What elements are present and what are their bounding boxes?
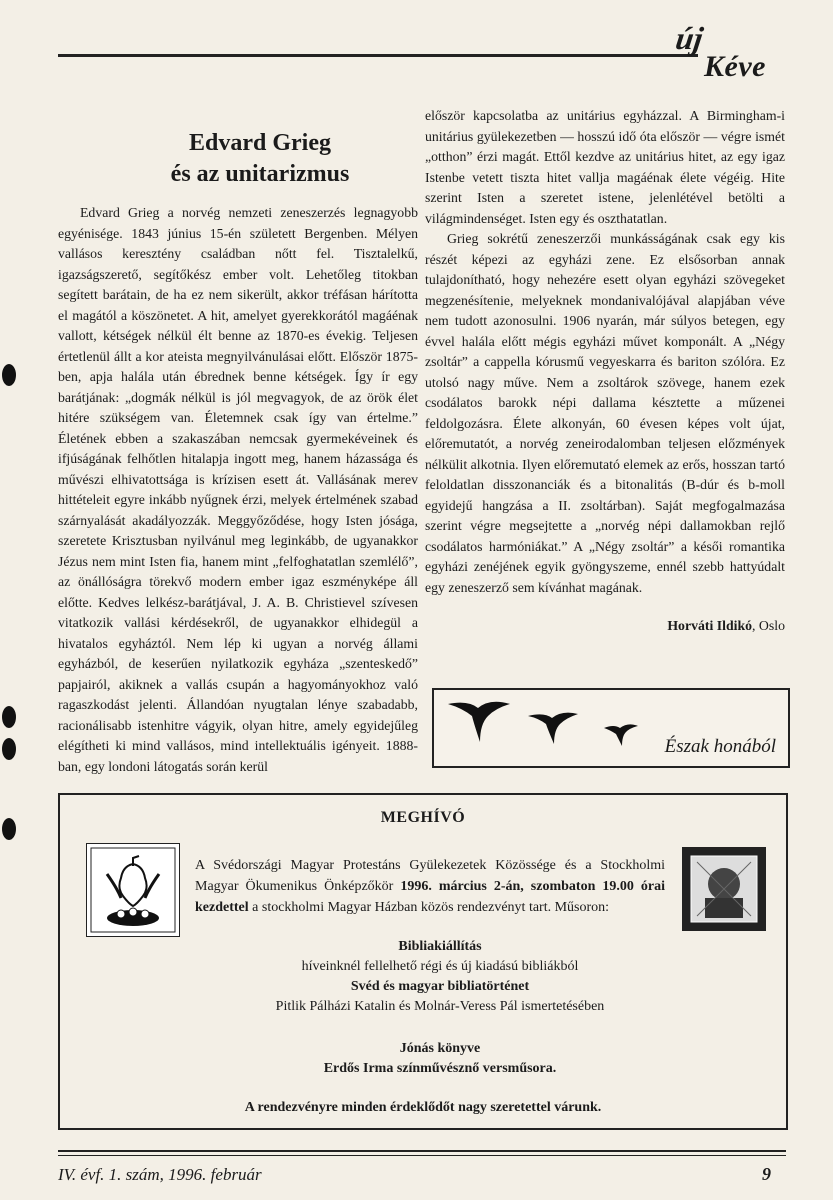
eszak-honabol-box	[432, 688, 790, 768]
invitation-title: MEGHÍVÓ	[380, 809, 466, 826]
masthead-uj: új	[673, 20, 706, 56]
issue-info: IV. évf. 1. szám, 1996. február	[58, 1165, 262, 1184]
program-item-desc: Pitlik Pálházi Katalin és Molnár-Veress Pál ismertetésében	[275, 999, 605, 1014]
program-item	[160, 1039, 720, 1079]
binder-hole	[2, 364, 16, 386]
author-signature	[425, 616, 785, 637]
program-item-desc: híveinknél fellelhető régi és új kiadású bibliákból	[301, 959, 579, 974]
invitation-text-a: A Svédországi Magyar Protestáns Gyülekezetek Közössége és a Stockholmi Magyar Ökumenikus Önképzőkör	[195, 858, 665, 894]
invitation-closing: A rendezvényre minden érdeklődőt nagy szeretettel várunk.	[244, 1100, 602, 1115]
article-column-right	[425, 106, 785, 637]
footer-rule-thin	[58, 1155, 786, 1156]
title-line-1: Edvard Grieg	[189, 130, 331, 156]
invitation-box	[58, 793, 788, 1130]
binder-hole	[2, 738, 16, 760]
binder-hole	[2, 706, 16, 728]
invitation-date: 1996. március 2-án, szombaton 19.00 órai kezdettel	[195, 879, 665, 915]
invitation-text	[195, 855, 665, 918]
binder-hole	[2, 818, 16, 840]
portrait-icon	[683, 848, 765, 930]
article-column-left	[58, 203, 418, 777]
program-item-title: Jónás könyve	[399, 1041, 481, 1056]
paragraph: Grieg sokrétű zeneszerzői munkásságának csak egy kis részét képezi az egyházi zene. Ez elsősorban annak tulajdonítható, hogy nehezére esett olyan egyházi szövegeket megzenésítenie, melyeknek mondanivalójával alapjában véve nem tudott azonosulni. 1906 nyarán, már súlyos betegen, egy évvel halála előtt mégis egyházi művet komponált. A „Négy zsoltár” a cappella kórusmű vegyeskarra és bariton szólóra. Ez utolsó nagy műve. Nem a zsoltárok szövege, hanem ezek csodálatos barokk népi dallama késztette a műzenei feldolgozásra. Élete alkonyán, 60 évesen képes volt újat, előremutatót, a norvég zeneirodalomban teljesen előzmények nélkülit alkotnia. Ilyen előremutató elemek az erős, hosszan tartó feloldatlan disszonanciák és a bitonalitás (B-dúr és b-moll egyidejű hangzása a II. zsoltárban). Saját megfogalmazása szerint végre megsejtette a „norvég népi dallamokban rejlő csodálatos harmóniákat.” A „Négy zsoltár” a késői romantika egyházi zenéjének egyik gyöngyszeme, ennél szebb hattyúdalt egy zeneszerző sem kívánhat magának.	[425, 231, 785, 595]
author-place: , Oslo	[752, 618, 785, 633]
flying-birds-icon	[444, 694, 674, 754]
program-item-title: Bibliakiállítás	[398, 939, 482, 954]
page-number: 9	[762, 1164, 771, 1184]
paragraph: először kapcsolatba az unitárius egyházzal. A Birmingham-i unitárius gyülekezetben — hosszú idő óta először — végre ismét „otthon” érzi magát. Ettől kezdve az unitárius hitet, az egy igaz Istenbe vetett tiszta hitet vallja magáénak élete végéig. Hite szerint Isten a szeretet istene, jelenlétével betölti a világmindenséget. Isten egy és oszthatatlan.	[425, 108, 785, 226]
paragraph: Edvard Grieg a norvég nemzeti zeneszerzés legnagyobb egyénisége. 1843 június 15-én született Bergenben. Mélyen vallásos keresztény családban nőtt fel. Tisztalelkű, igazságszerető, segítőkész ember volt. Lehetőleg titokban segített barátain, de ha ez nem sikerült, akkor tréfásan hárította el magától a köszönetet. A hit, amelyet gyerekkorától magáénak vallott, kétségek nélkül élt benne az 1870-es évekig. Teljesen értetlenül állt a kor ateista megnyilvánulásai előtt. Először 1875-ben, apja halála után ébrednek benne kétségek. Így ír egy barátjának: „dogmák nélkül is jól megvagyok, de az örök élet hitére szükségem van. Életemnek csak így van értelme.” Életének ebben a szakaszában nemcsak gyermekéveinek és ifjúságának felhőtlen hitalapja ingott meg, hanem házassága és művészi elhivatottsága is krízisen esett át. Vallásának merev hittételeit egyre inkább nyűgnek érzi, melyek értelmének szabad szárnyalását akadályozzák. Meggyőződése, hogy Isten jósága, szeretete Krisztusban nyilvánul meg leginkább, de ugyanakkor Jézus nem mint Isten fia, hanem mint „felfoghatatlan szemlélő”, az önállóságra törekvő modern ember igaz eszményképe áll előtte. Kedves lelkész-barátjával, J. A. B. Christievel szívesen vitatkozik vallási kérdésekről, de ugyanakkor elhidegül a hivatalos egyháztól. Nem lép ki ugyan a norvég állami egyházból, de keserűen nyilatkozik egyháza „szenteskedő” papjairól, akiknek a vallás csupán a hagyományokhoz való ragaszkodást jelenti. Állandóan nyugtalan lénye szabadabb, racionálisabb istenhitre vágyik, olyan hitre, amely egyidejűleg elégítheti ki mind vallásos, mind intellektuális igényeit. 1888-ban, egy londoni látogatás során kerül	[58, 205, 418, 774]
masthead-keve: Kéve	[704, 50, 766, 83]
title-line-2: és az unitarizmus	[170, 161, 350, 187]
eszak-honabol-label: Észak honából	[664, 736, 776, 757]
woodcut-portrait-image	[682, 847, 766, 931]
footer-rule	[58, 1150, 786, 1152]
article-title	[100, 128, 420, 190]
program-item-title: Svéd és magyar bibliatörténet	[350, 979, 530, 994]
pelican-icon	[87, 844, 179, 936]
program-item-desc: Erdős Irma színművésznő versműsora.	[323, 1061, 557, 1076]
program-item	[160, 937, 720, 1017]
header-rule	[58, 54, 698, 57]
author-name: Horváti Ildikó	[667, 618, 753, 633]
pelican-emblem-image	[86, 843, 180, 937]
invitation-text-c: a stockholmi Magyar Házban közös rendezvényt tart. Műsoron:	[248, 900, 610, 915]
